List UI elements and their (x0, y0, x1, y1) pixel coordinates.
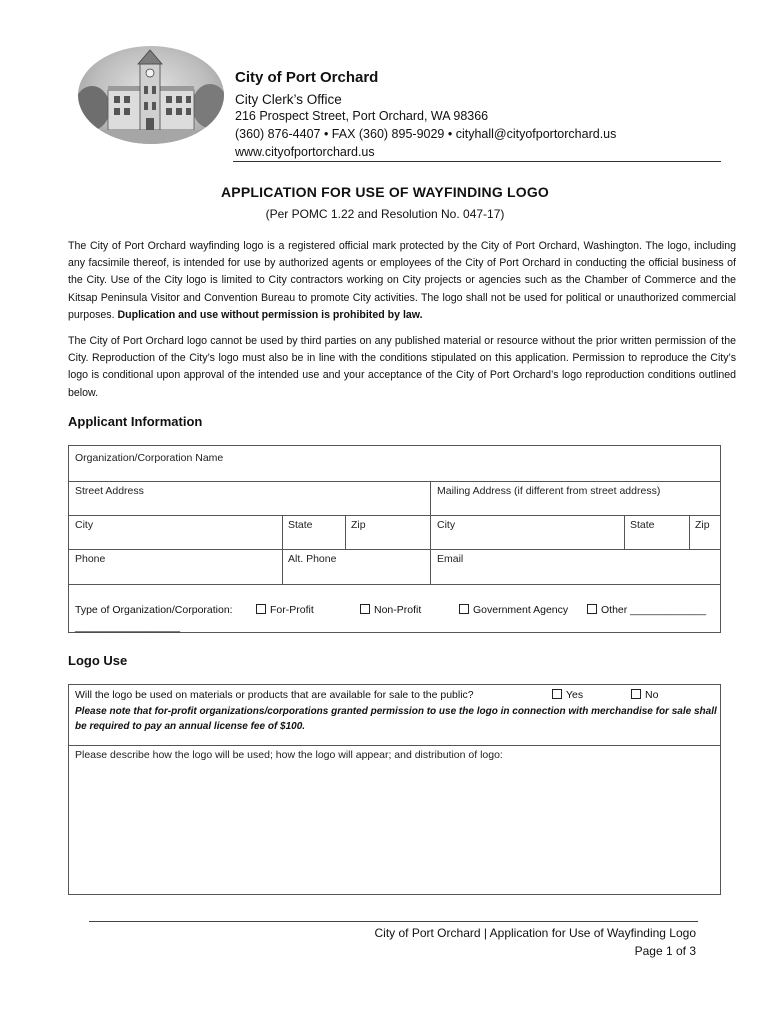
state-field[interactable]: State (288, 519, 313, 531)
city-hall-photo-icon (78, 46, 224, 144)
street-address-field[interactable]: Street Address (75, 485, 144, 497)
zip-field[interactable]: Zip (351, 519, 366, 531)
non-profit-option[interactable] (360, 604, 421, 616)
org-name: City of Port Orchard (235, 69, 379, 86)
intro-paragraph-1-bold: Duplication and use without permission is prohibited by law. (117, 308, 423, 321)
city-field[interactable]: City (75, 519, 94, 531)
checkbox-icon[interactable] (587, 604, 597, 614)
other-continuation-line[interactable]: __________________ (75, 621, 181, 633)
alt-phone-field[interactable]: Alt. Phone (288, 553, 337, 565)
email-field[interactable]: Email (437, 553, 464, 565)
other-option[interactable] (587, 604, 706, 616)
checkbox-icon[interactable] (459, 604, 469, 614)
document-subtitle: (Per POMC 1.22 and Resolution No. 047-17) (265, 207, 505, 221)
checkbox-icon[interactable] (552, 689, 562, 699)
sale-question: Will the logo be used on materials or products that are available for sale to the public? (75, 689, 474, 701)
government-agency-label: Government Agency (473, 604, 569, 616)
mailing-zip-field[interactable]: Zip (695, 519, 710, 531)
for-profit-option[interactable] (256, 604, 314, 616)
non-profit-label: Non-Profit (374, 604, 422, 616)
yes-option[interactable] (552, 689, 583, 701)
intro-paragraph-1 (68, 238, 736, 324)
government-agency-option[interactable] (459, 604, 568, 616)
logo-use-heading: Logo Use (68, 653, 128, 668)
mailing-state-field[interactable]: State (630, 519, 655, 531)
org-name-field[interactable]: Organization/Corporation Name (75, 452, 224, 464)
intro-paragraph-2: The City of Port Orchard logo cannot be used by third parties on any published material or resource without the prior written permission of the City. Reproduction of the City’s logo must also be in line with the conditions stipulated on this application. Permission to reproduce the City’s logo is conditional upon approval of the intended use and your acceptance of the City of Port Orchard’s logo reproduction conditions outlined below. (68, 335, 736, 399)
org-type-label: Type of Organization/Corporation: (75, 604, 233, 616)
license-fee-note: Please note that for-profit organizations/corporations granted permission to use the logo in connection with merchandise for sale shall be required to pay an annual license fee of $100. (75, 706, 717, 732)
logo-use-table (68, 684, 721, 895)
footer-title: City of Port Orchard | Application for Use of Wayfinding Logo (374, 926, 696, 940)
page-number: Page 1 of 3 (634, 944, 696, 958)
applicant-table (68, 445, 721, 633)
yes-label: Yes (566, 689, 584, 701)
phone-field[interactable]: Phone (75, 553, 106, 565)
mailing-address-field[interactable]: Mailing Address (if different from street address) (437, 485, 661, 497)
for-profit-label: For-Profit (270, 604, 314, 616)
website: www.cityofportorchard.us (235, 145, 375, 159)
logo-description-field[interactable]: Please describe how the logo will be used; how the logo will appear; and distribution of logo: (75, 749, 503, 761)
checkbox-icon[interactable] (256, 604, 266, 614)
other-label: Other _____________ (601, 604, 707, 616)
header-divider (233, 161, 721, 162)
footer-divider (89, 921, 698, 922)
checkbox-icon[interactable] (631, 689, 641, 699)
no-label: No (645, 689, 659, 701)
office-name: City Clerk’s Office (235, 92, 342, 107)
address: 216 Prospect Street, Port Orchard, WA 98366 (235, 109, 489, 123)
intro-paragraph-1-text: The City of Port Orchard wayfinding logo is a registered official mark protected by the City of Port Orchard, Washington. The logo, including any facsimile thereof, is intended for use by authorized agents or employees of the City of Port Orchard in conducting the official business of the City. Use of the City logo is limited to City contractors working on City projects or agencies such as the Chamber of Commerce and the Kitsap Peninsula Visitor and Convention Bureau to promote City activities. The logo shall not be used for political or unauthorized commercial purposes. (68, 240, 736, 321)
applicant-heading: Applicant Information (68, 414, 203, 429)
no-option[interactable] (631, 689, 658, 701)
document-title: APPLICATION FOR USE OF WAYFINDING LOGO (220, 184, 550, 200)
mailing-city-field[interactable]: City (437, 519, 456, 531)
contact-info: (360) 876-4407 • FAX (360) 895-9029 • cityhall@cityofportorchard.us (235, 127, 617, 141)
checkbox-icon[interactable] (360, 604, 370, 614)
